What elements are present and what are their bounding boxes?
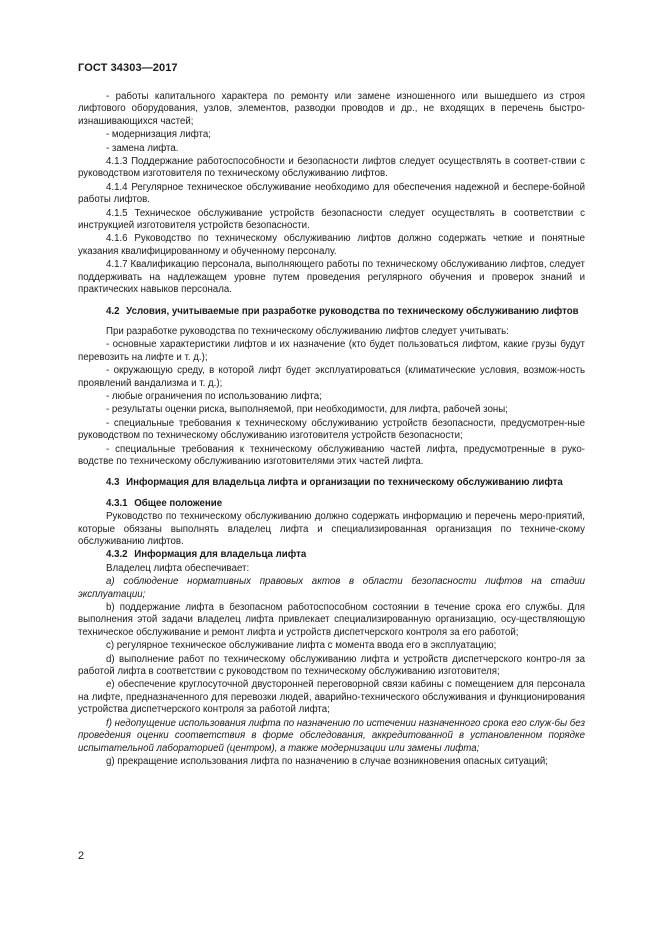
list-item: b) поддержание лифта в безопасном работоспособном состоянии в течение срока его службы. Для выполнения этой задачи владелец лифта привлекает специализированную организацию, осу-ществляющую техническое обслуживание и ремонт лифта и устройств диспетчерского контроля за его работой; [78,602,585,638]
document-header: ГОСТ 34303—2017 [78,62,178,74]
paragraph: Владелец лифта обеспечивает: [106,562,250,574]
paragraph: 4.1.4 Регулярное техническое обслуживание необходимо для обеспечения надежной и беспере-бойной работы лифтов. [78,181,585,206]
section-number: 4.3 [106,477,120,489]
paragraph: Руководство по техническому обслуживанию должно содержать информацию и перечень меро-приятий, которые обязаны выполнять владелец лифта и специализированная организация по техниче-скому обслуживанию лифтов. [78,511,585,547]
list-item: - специальные требования к техническому обслуживанию частей лифта, предусмотренные в руко-водстве по техническому обслуживанию изготовителями этих частей лифта. [78,443,585,467]
paragraph: При разработке руководства по техническому обслуживанию лифтов следует учитывать: [106,325,509,337]
paragraph: - работы капитального характера по ремонту или замене изношенного или вышедшего из строя лифтового оборудования, узлов, элементов, разводки проводов и др., не входящих в перечень быстро-изнашивающихся частей; [78,91,585,127]
section-heading-4-2 [78,306,585,318]
list-item: - специальные требования к техническому обслуживанию устройств безопасности, предусмотрен-ные руководством по техническому обслуживанию изготовителя устройств безопасности; [78,417,585,442]
subsection-number: 4.3.2 [106,549,128,561]
section-number: 4.2 [106,305,120,317]
paragraph: - модернизация лифта; [106,129,211,141]
list-item: d) выполнение работ по техническому обслуживанию лифта и устройств диспетчерского контро-ля за работой лифта в соответствии с руководством по техническому обслуживанию изготовителя; [78,653,585,678]
paragraph: 4.1.3 Поддержание работоспособности и безопасности лифтов следует осуществлять в соответ-ствии с руководством изготовителя по техническому обслуживанию лифтов. [78,156,585,180]
document-body [78,91,585,769]
subsection-heading-4-3-2 [78,549,585,561]
section-title: Информация для владельца лифта и организации по техническому обслуживанию лифта [126,477,563,489]
section-heading-4-3 [78,477,585,489]
list-item: c) регулярное техническое обслуживание лифта с момента ввода его в эксплуатацию; [106,640,497,652]
list-item: g) прекращение использования лифта по назначению в случае возникновения опасных ситуаций; [106,755,548,767]
subsection-title: Общее положение [134,497,223,509]
paragraph: 4.1.7 Квалификацию персонала, выполняющего работы по техническому обслуживанию лифтов, следует поддерживать на надлежащем уровне путем проведения регулярного обучения и проверок знаний и практических навыков персонала. [78,259,585,296]
list-item: - окружающую среду, в которой лифт будет эксплуатироваться (климатические условия, возмож-ность проявлений вандализма и т. д.); [78,365,585,389]
list-item: - результаты оценки риска, выполняемой, при необходимости, для лифта, рабочей зоны; [106,404,508,416]
paragraph: 4.1.5 Техническое обслуживание устройств безопасности следует осуществлять в соответствии с инструкцией изготовителя устройств безопасности. [78,207,585,232]
section-title: Условия, учитываемые при разработке руководства по техническому обслуживанию лифтов [126,305,579,317]
subsection-title: Информация для владельца лифта [134,549,307,561]
list-item: f) недопущение использования лифта по назначению по истечении назначенного срока его служ-бы без проведения оценки соответствия в форме обследования, аккредитованной в установленном порядке испытательной лабораторией (центром), а также модернизации или замены лифта; [78,717,586,754]
subsection-number: 4.3.1 [106,497,128,509]
list-item: e) обеспечение круглосуточной двусторонней переговорной связи кабины с помещением для персонала на лифте, предназначенного для перевозки людей, аварийно-технического обслуживания и функционирования устройства диспетчерского контроля за работой лифта; [78,679,585,716]
list-item: - основные характеристики лифтов и их назначение (кто будет пользоваться лифтом, какие грузы будут перевозить на лифте и т. д.); [78,339,585,363]
paragraph: 4.1.6 Руководство по техническому обслуживанию лифтов должно содержать четкие и понятные указания квалифицированному и обученному персоналу. [78,233,585,257]
list-item: - любые ограничения по использованию лифта; [106,390,322,402]
page-number: 2 [78,850,85,862]
subsection-heading-4-3-1 [78,498,585,510]
paragraph: - замена лифта. [106,142,179,154]
list-item: a) соблюдение нормативных правовых актов в области безопасности лифтов на стадии эксплуатации; [78,576,585,600]
